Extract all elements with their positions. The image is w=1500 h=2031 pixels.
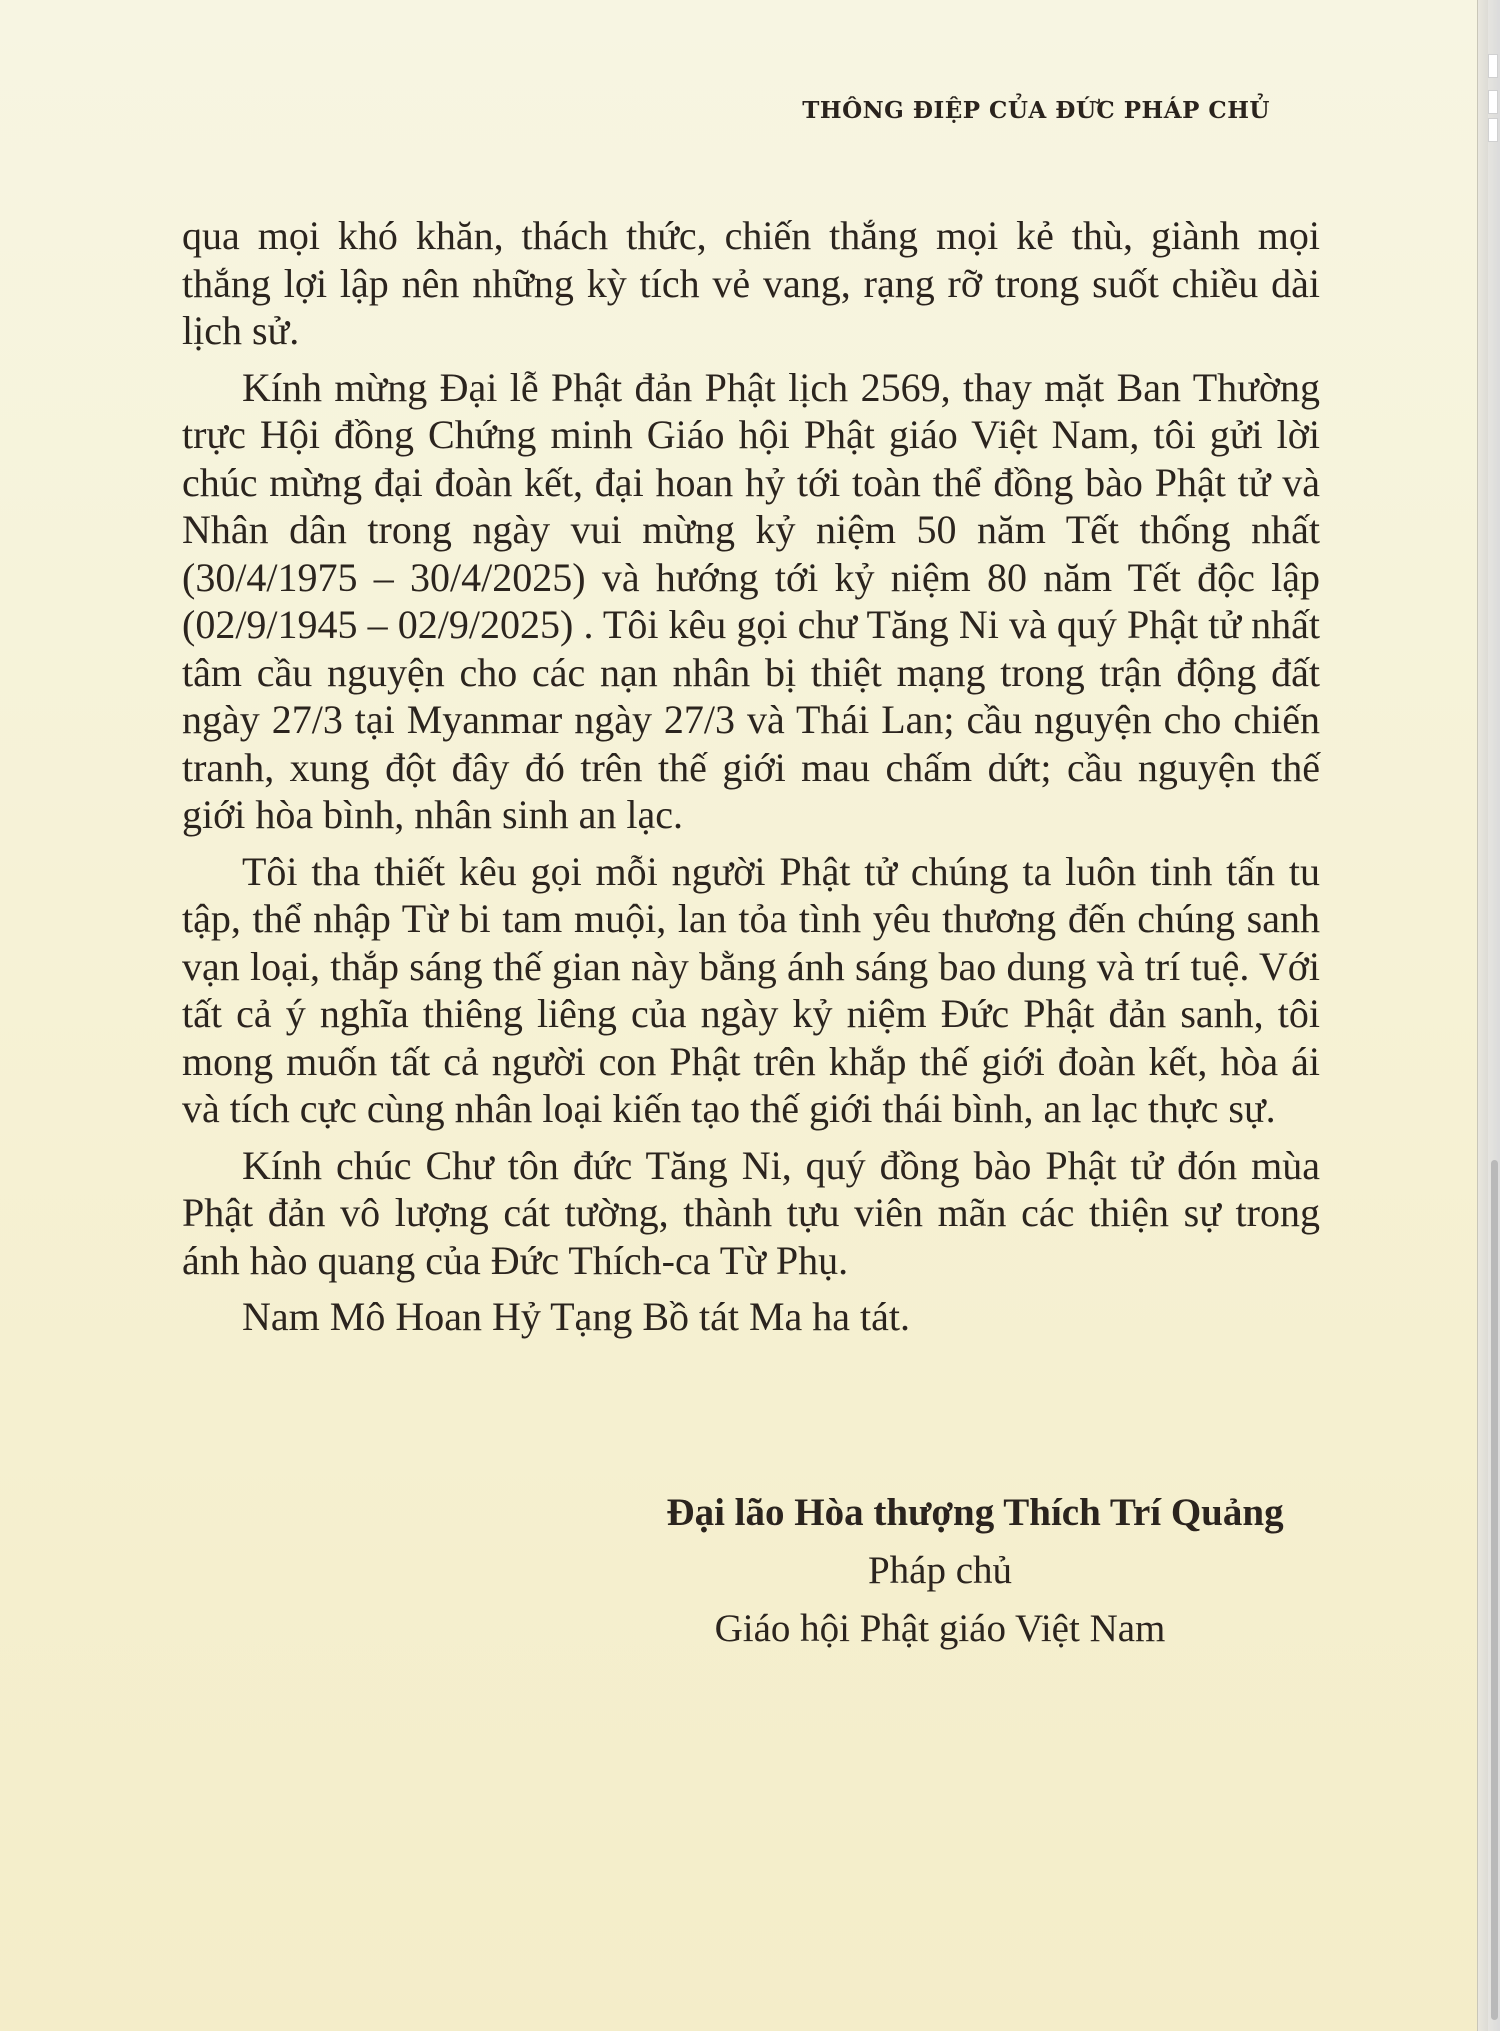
paragraph: Nam Mô Hoan Hỷ Tạng Bồ tát Ma ha tát. bbox=[242, 1294, 911, 1339]
page-edge-mark bbox=[1488, 118, 1498, 142]
signature-block bbox=[560, 1484, 1320, 1658]
signatory-organization: Giáo hội Phật giáo Việt Nam bbox=[714, 1607, 1166, 1650]
scrollbar-track[interactable] bbox=[1488, 0, 1500, 2031]
page-edge-mark bbox=[1488, 90, 1498, 114]
paragraph: qua mọi khó khăn, thách thức, chiến thắng mọi kẻ thù, giành mọi thắng lợi lập nên những kỳ tích vẻ vang, rạng rỡ trong suốt chiều dài lịch sử. bbox=[182, 213, 1320, 353]
scrollbar-thumb[interactable] bbox=[1491, 1160, 1498, 2020]
body-text bbox=[182, 212, 1320, 1350]
paragraph: Kính chúc Chư tôn đức Tăng Ni, quý đồng bào Phật tử đón mùa Phật đản vô lượng cát tường, thành tựu viên mãn các thiện sự trong ánh hào quang của Đức Thích-ca Từ Phụ. bbox=[182, 1142, 1320, 1283]
signatory-name: Đại lão Hòa thượng Thích Trí Quảng bbox=[666, 1491, 1284, 1534]
page-edge-mark bbox=[1488, 54, 1498, 78]
paragraph: Tôi tha thiết kêu gọi mỗi người Phật tử chúng ta luôn tinh tấn tu tập, thể nhập Từ bi tam muội, lan tỏa tình yêu thương đến chúng sanh vạn loại, thắp sáng thế gian này bằng ánh sáng bao dung và trí tuệ. Với tất cả ý nghĩa thiêng liêng của ngày kỷ niệm Đức Phật đản sanh, tôi mong muốn tất cả người con Phật trên khắp thế giới đoàn kết, hòa ái và tích cực cùng nhân loại kiến tạo thế giới thái bình, an lạc thực sự. bbox=[182, 848, 1320, 1131]
paragraph: Kính mừng Đại lễ Phật đản Phật lịch 2569, thay mặt Ban Thường trực Hội đồng Chứng minh Giáo hội Phật giáo Việt Nam, tôi gửi lời chúc mừng đại đoàn kết, đại hoan hỷ tới toàn thể đồng bào Phật tử và Nhân dân trong ngày vui mừng kỷ niệm 50 năm Tết thống nhất (30/4/1975 – 30/4/2025) và hướng tới kỷ niệm 80 năm Tết độc lập (02/9/1945 – 02/9/2025) . Tôi kêu gọi chư Tăng Ni và quý Phật tử nhất tâm cầu nguyện cho các nạn nhân bị thiệt mạng trong trận động đất ngày 27/3 tại Myanmar ngày 27/3 và Thái Lan; cầu nguyện cho chiến tranh, xung đột đây đó trên thế giới mau chấm dứt; cầu nguyện thế giới hòa bình, nhân sinh an lạc. bbox=[182, 364, 1320, 837]
running-header: THÔNG ĐIỆP CỦA ĐỨC PHÁP CHỦ bbox=[802, 97, 1270, 124]
signatory-title: Pháp chủ bbox=[867, 1549, 1013, 1592]
